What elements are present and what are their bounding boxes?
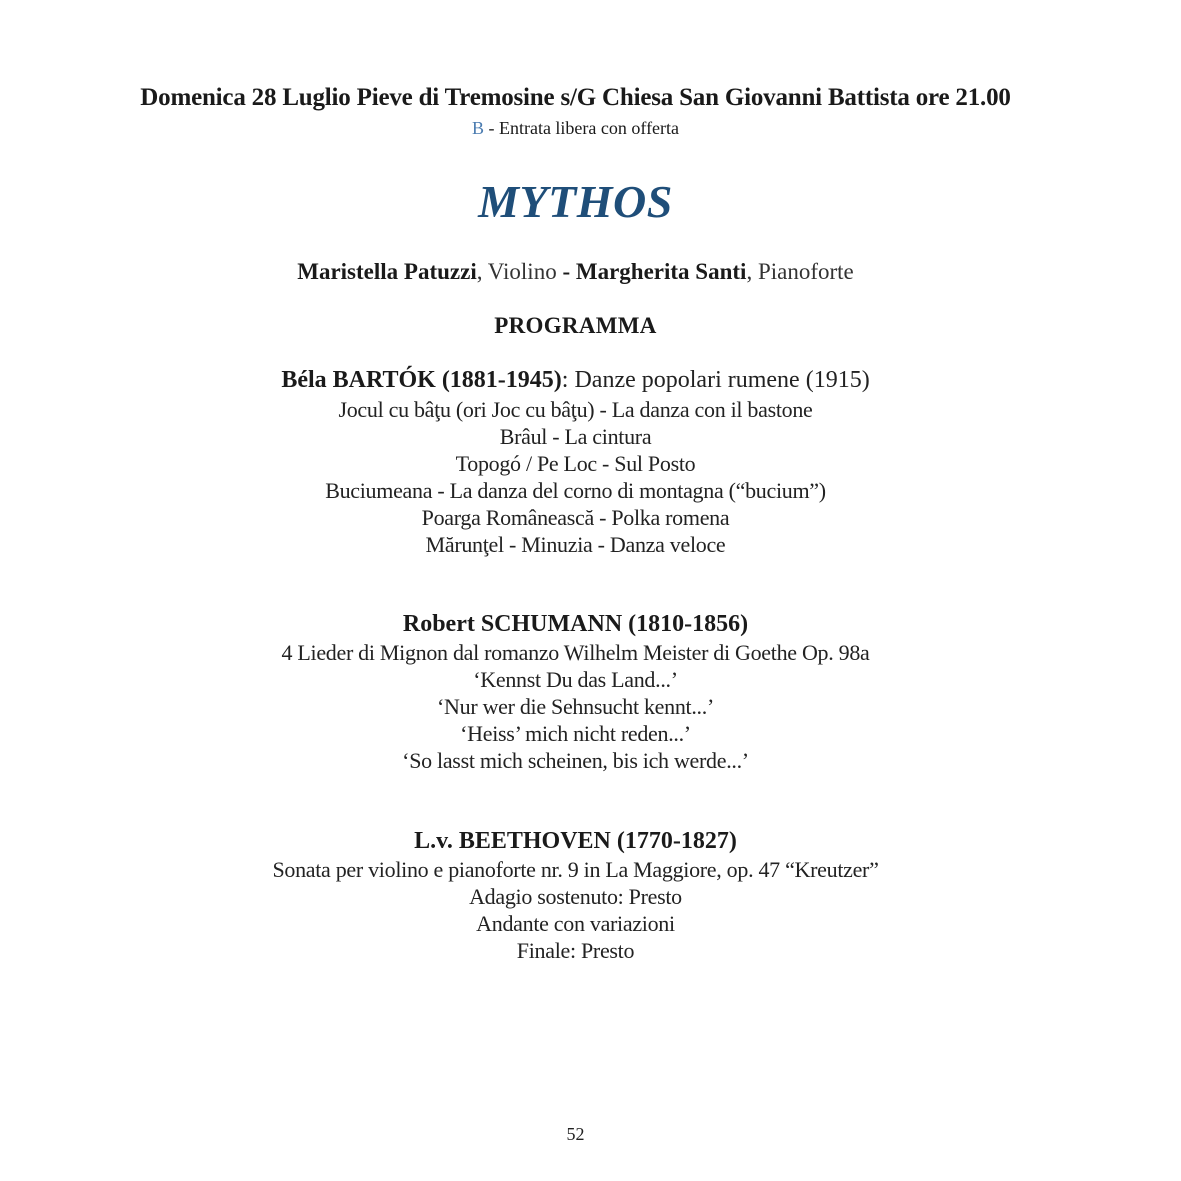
bartok-movement: Topogó / Pe Loc - Sul Posto [455, 451, 696, 476]
bartok-movement: Brâul - La cintura [499, 424, 652, 449]
schumann-movement: ‘Kennst Du das Land...’ [473, 667, 678, 692]
performer-1-name: Maristella Patuzzi [297, 259, 477, 284]
performer-1-role: , Violino [476, 259, 557, 284]
performer-2-name: Margherita Santi [575, 259, 747, 284]
programma-heading: PROGRAMMA [494, 313, 657, 338]
bartok-movement: Poarga Românească - Polka romena [421, 505, 730, 530]
entry-text: - Entrata libera con offerta [483, 118, 680, 138]
page-number: 52 [566, 1124, 585, 1144]
bartok-movement: Buciumeana - La danza del corno di montagna (“bucium”) [325, 478, 826, 503]
entry-tag: B [471, 118, 484, 138]
beethoven-movement: Adagio sostenuto: Presto [469, 884, 682, 909]
performers-line [0, 259, 1151, 285]
entry-info [0, 118, 1151, 139]
bartok-heading [0, 367, 1151, 394]
beethoven-composer: L.v. BEETHOVEN (1770-1827) [414, 828, 737, 854]
schumann-movement: ‘So lasst mich scheinen, bis ich werde...’ [402, 748, 749, 773]
bartok-movement: Jocul cu bâţu (ori Joc cu bâţu) - La danza con il bastone [338, 397, 813, 422]
concert-title: MYTHOS [478, 176, 673, 227]
beethoven-movement: Finale: Presto [516, 938, 635, 963]
schumann-composer: Robert SCHUMANN (1810-1856) [402, 611, 749, 637]
beethoven-work: Sonata per violino e pianoforte nr. 9 in La Maggiore, op. 47 “Kreutzer” [272, 857, 879, 882]
schumann-work: 4 Lieder di Mignon dal romanzo Wilhelm Meister di Goethe Op. 98a [281, 640, 870, 665]
beethoven-movement: Andante con variazioni [476, 911, 675, 936]
event-header: Domenica 28 Luglio Pieve di Tremosine s/G Chiesa San Giovanni Battista ore 21.00 [140, 84, 1011, 111]
schumann-movement: ‘Heiss’ mich nicht reden...’ [460, 721, 691, 746]
schumann-movement: ‘Nur wer die Sehnsucht kennt...’ [437, 694, 714, 719]
performer-separator: - [556, 259, 576, 284]
bartok-composer: Béla BARTÓK (1881-1945) [281, 367, 562, 393]
bartok-movement: Mărunţel - Minuzia - Danza veloce [425, 532, 726, 557]
performer-2-role: , Pianoforte [746, 259, 854, 284]
bartok-work: : Danze popolari rumene (1915) [561, 367, 870, 393]
